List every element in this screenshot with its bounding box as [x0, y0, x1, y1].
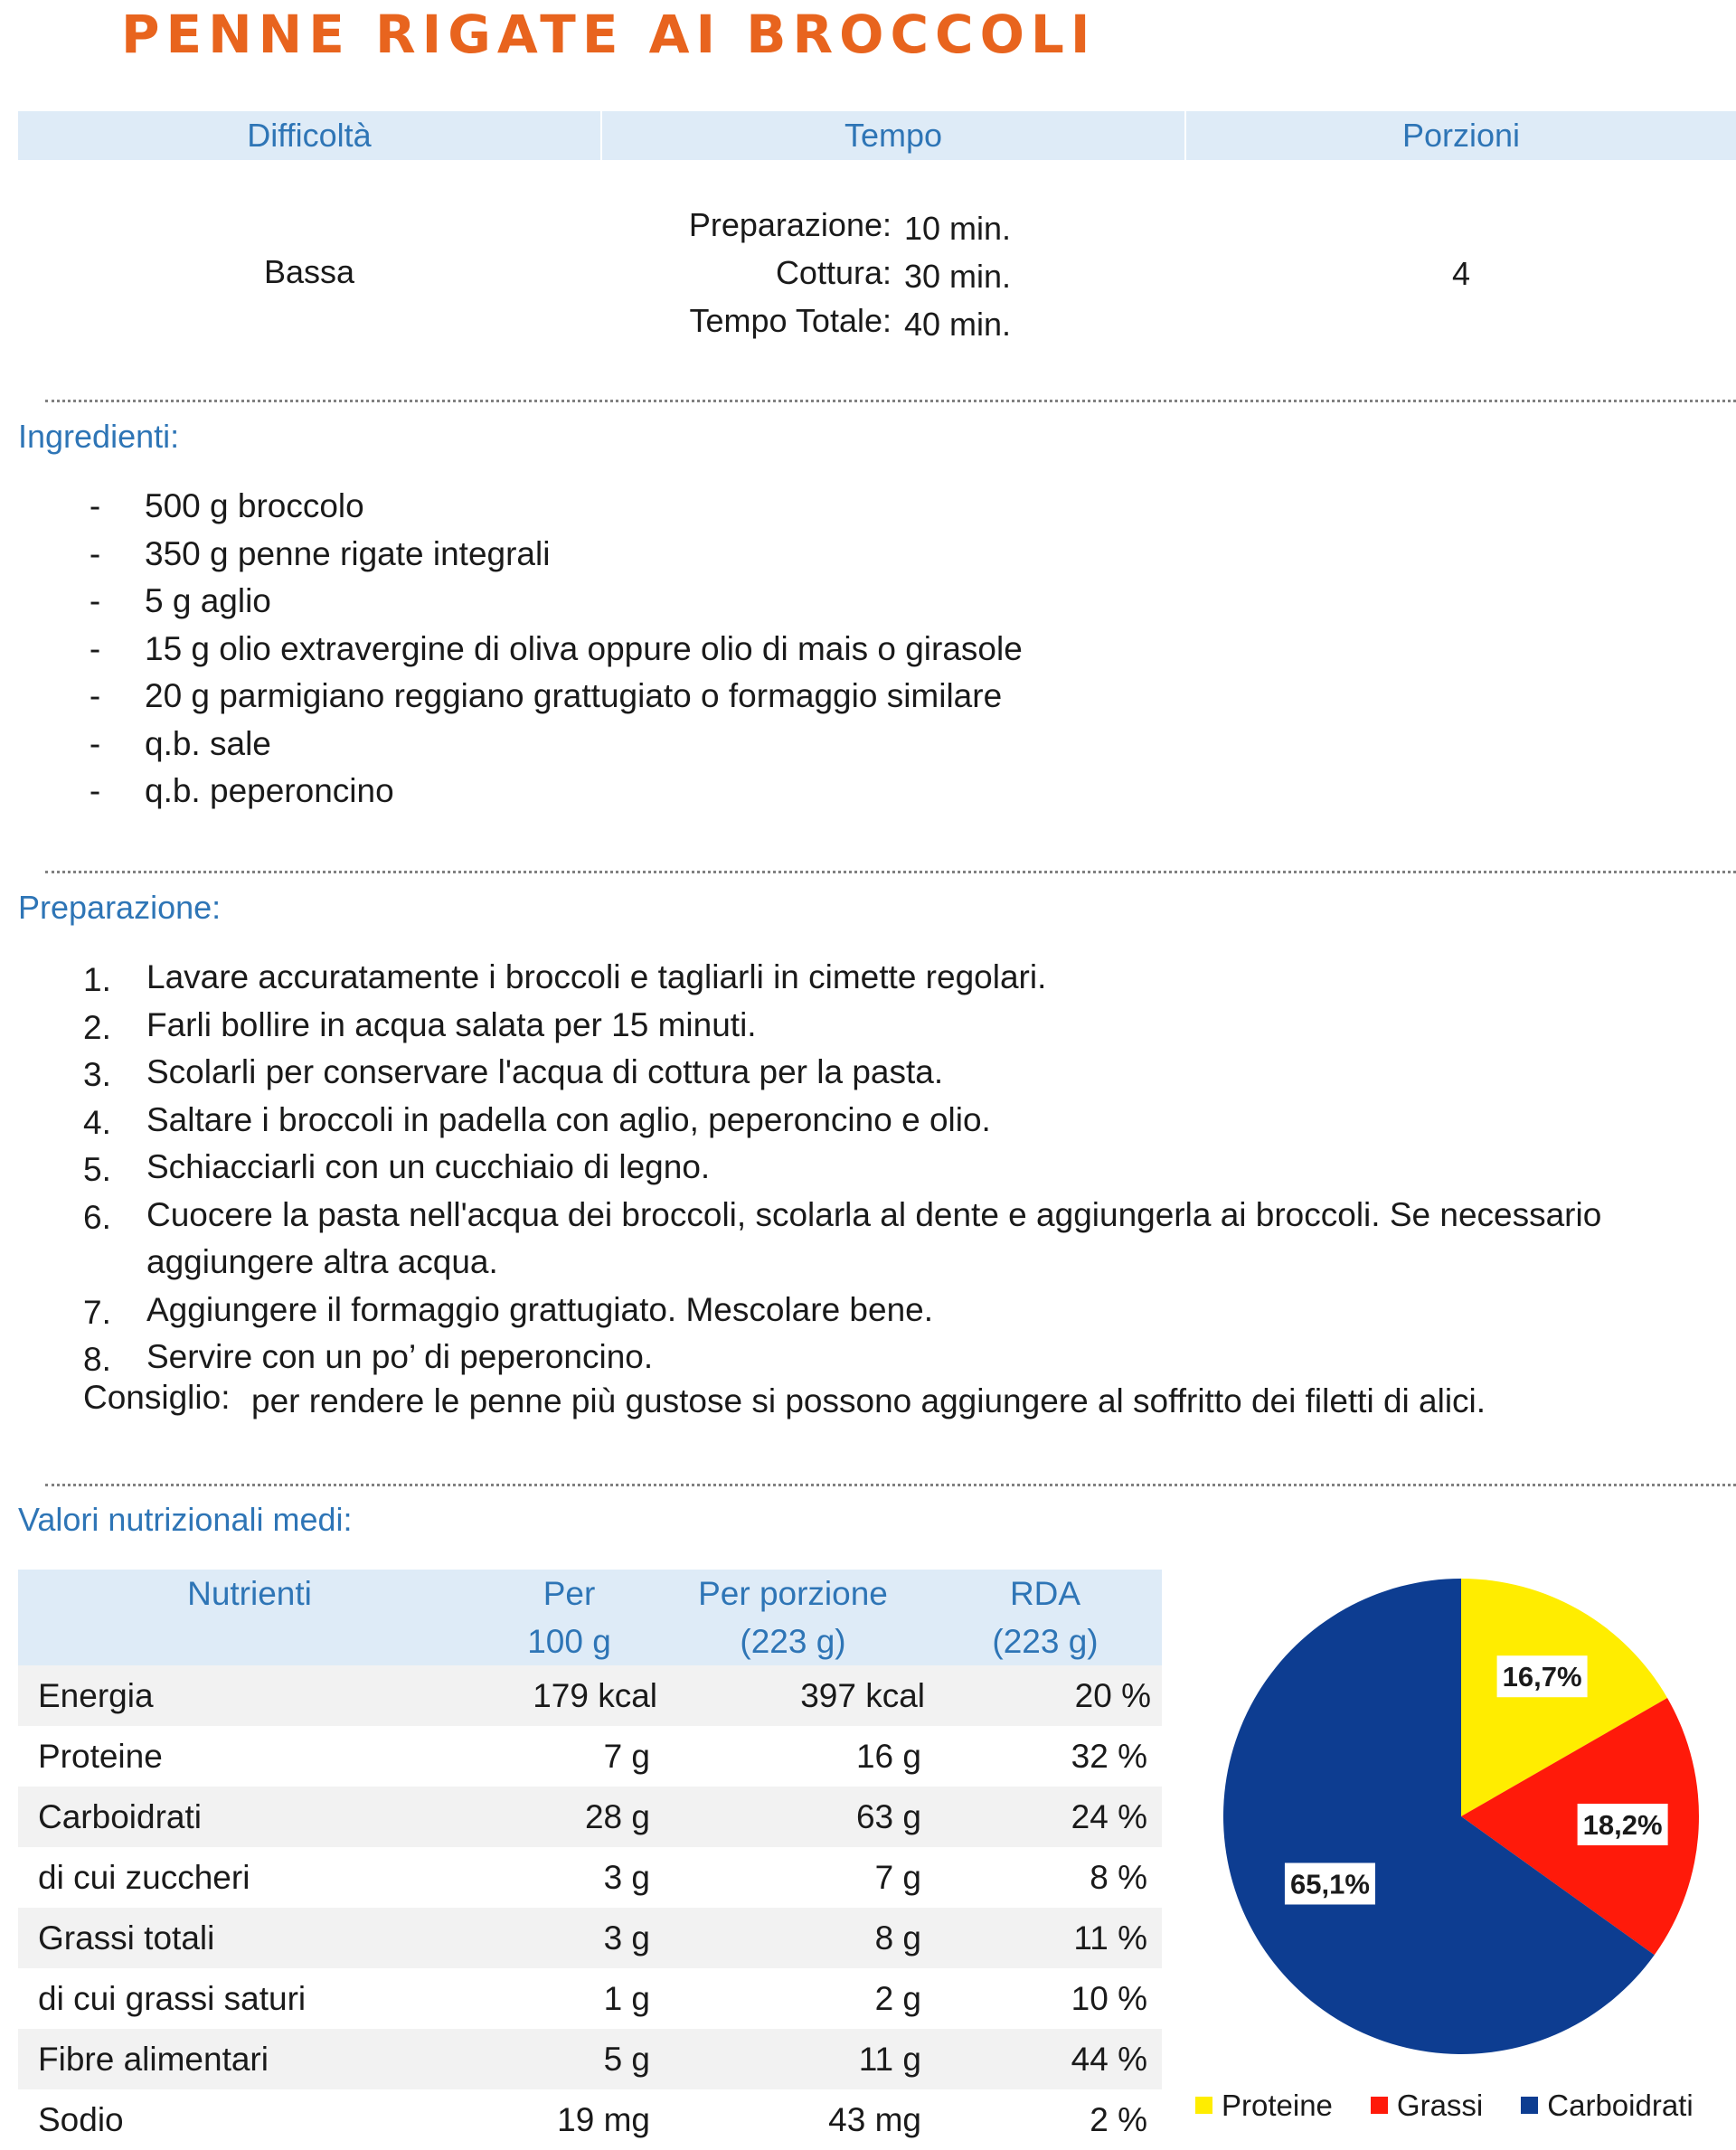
rda-value: 10 %	[1071, 1980, 1147, 2017]
step-item	[83, 1287, 1601, 1334]
per100-value: 5 g	[481, 2029, 657, 2089]
per100-value: 3 g	[481, 1908, 657, 1968]
ingredient-text: 500 g broccolo	[145, 487, 364, 524]
per100-value: 19 mg	[557, 2101, 650, 2138]
legend-swatch	[1521, 2097, 1538, 2114]
list-bullet: -	[89, 629, 101, 667]
data-label: 16,7%	[1502, 1661, 1582, 1693]
step-item	[83, 1049, 1601, 1097]
time-value: 30 min.	[904, 258, 1012, 295]
step-text: Lavare accuratamente i broccoli e tagliarli in cimette regolari.	[146, 958, 1047, 995]
portion-value: 63 g	[657, 1787, 929, 1847]
table-row	[18, 2029, 1162, 2089]
legend-label: Proteine	[1222, 2089, 1333, 2122]
ingredient-item	[89, 531, 1023, 579]
nutrition-table	[18, 1570, 1162, 2150]
step-item	[83, 1192, 1602, 1287]
step-number: 8.	[83, 1341, 111, 1378]
table-row	[18, 1726, 1162, 1787]
portion-value: 7 g	[874, 1859, 921, 1896]
per100-value: 1 g	[603, 1980, 650, 2017]
time-value: 40 min.	[904, 306, 1012, 343]
time-total	[561, 302, 1266, 350]
recipe-title: PENNE RIGATE AI BROCCOLI	[121, 4, 1097, 65]
time-cooking	[561, 254, 1266, 302]
step-number: 3.	[83, 1056, 111, 1093]
per100-value: 7 g	[603, 1738, 650, 1775]
portion-value: 11 g	[657, 2029, 929, 2089]
ingredient-item	[89, 626, 1023, 674]
legend-item	[1195, 2089, 1333, 2123]
rda-value: 11 %	[929, 1908, 1162, 1968]
time-preparation	[561, 206, 1266, 254]
ingredient-text: 20 g parmigiano reggiano grattugiato o formaggio similare	[145, 677, 1003, 714]
nutrient-name: di cui zuccheri	[38, 1859, 250, 1896]
ingredient-item	[89, 721, 1023, 769]
legend-item	[1371, 2089, 1483, 2123]
chart-legend	[1195, 2089, 1694, 2123]
ingredient-item	[89, 483, 1023, 531]
difficulty-value: Bassa	[263, 253, 355, 290]
rda-value: 24 %	[929, 1787, 1162, 1847]
step-text: Saltare i broccoli in padella con aglio, peperoncino e olio.	[146, 1100, 991, 1138]
portion-value: 397 kcal	[657, 1665, 929, 1726]
step-text: Servire con un po’ di peperoncino.	[146, 1338, 654, 1375]
rda-value: 44 %	[929, 2029, 1162, 2089]
nutrient-name: Carboidrati	[18, 1787, 481, 1847]
data-label: 65,1%	[1289, 1868, 1370, 1900]
nutrition-header-row	[18, 1570, 1162, 1665]
step-number: 2.	[83, 1008, 111, 1046]
step-number: 1.	[83, 961, 111, 998]
portion-value: 8 g	[657, 1908, 929, 1968]
legend-label: Carboidrati	[1547, 2089, 1694, 2122]
step-number: 4.	[83, 1103, 111, 1141]
list-bullet: -	[89, 772, 101, 809]
nutrient-name: Fibre alimentari	[18, 2029, 481, 2089]
nutrients-header: Nutrienti	[18, 1570, 481, 1665]
step-number: 5.	[83, 1151, 111, 1188]
list-bullet: -	[89, 677, 101, 714]
ingredient-text: q.b. sale	[145, 724, 271, 762]
ingredient-item	[89, 578, 1023, 626]
portion-value: 43 mg	[828, 2101, 921, 2138]
step-text: Cuocere la pasta nell'acqua dei broccoli, scolarla al dente e aggiungerla ai broccoli. Se necessario	[146, 1195, 1602, 1233]
table-row	[18, 1847, 1162, 1908]
rda-value: 20 %	[929, 1665, 1162, 1726]
info-values-row	[18, 199, 1736, 353]
step-text-continued: aggiungere altra acqua.	[146, 1243, 498, 1280]
difficulty-header: Difficoltà	[18, 111, 600, 160]
rda-value: 32 %	[1071, 1738, 1147, 1775]
portion-header: Per porzione (223 g)	[657, 1570, 929, 1665]
step-number: 7.	[83, 1293, 111, 1331]
nutrient-name: di cui grassi saturi	[38, 1980, 307, 2017]
nutrient-name: Sodio	[38, 2101, 124, 2138]
per100-value: 3 g	[603, 1859, 650, 1896]
time-label: Cottura:	[775, 254, 892, 291]
rda-value: 2 %	[1090, 2101, 1147, 2138]
servings-header: Porzioni	[1186, 111, 1736, 160]
section-divider	[45, 400, 1736, 402]
step-item	[83, 1334, 1601, 1381]
preparation-title: Preparazione:	[18, 889, 222, 926]
per100-value: 28 g	[481, 1787, 657, 1847]
step-text: Schiacciarli con un cucchiaio di legno.	[146, 1148, 711, 1185]
step-item	[83, 954, 1601, 1002]
step-text: Aggiungere il formaggio grattugiato. Mescolare bene.	[146, 1290, 934, 1328]
preparation-steps	[83, 954, 1602, 1381]
nutrition-title: Valori nutrizionali medi:	[18, 1501, 353, 1538]
portion-value: 16 g	[855, 1738, 921, 1775]
ingredient-item	[89, 768, 1023, 816]
step-item	[83, 1097, 1601, 1145]
step-text: Farli bollire in acqua salata per 15 minuti.	[146, 1005, 757, 1043]
legend-label: Grassi	[1396, 2089, 1484, 2122]
ingredient-text: 5 g aglio	[145, 582, 271, 619]
servings-value: 4	[1451, 255, 1471, 292]
section-divider	[45, 1484, 1736, 1486]
ingredients-title: Ingredienti:	[18, 418, 180, 455]
step-item	[83, 1002, 1601, 1050]
section-divider	[45, 871, 1736, 873]
time-label: Preparazione:	[688, 206, 892, 243]
data-label: 18,2%	[1582, 1808, 1663, 1841]
step-number: 6.	[83, 1198, 111, 1236]
step-text: Scolarli per conservare l'acqua di cottura per la pasta.	[146, 1053, 944, 1090]
ingredient-text: 350 g penne rigate integrali	[145, 534, 551, 572]
list-bullet: -	[89, 534, 101, 572]
list-bullet: -	[89, 582, 101, 619]
nutrient-name: Energia	[18, 1665, 481, 1726]
legend-swatch	[1195, 2097, 1212, 2114]
table-row	[18, 1787, 1162, 1847]
info-header-row	[18, 111, 1736, 160]
ingredient-item	[89, 673, 1023, 721]
legend-item	[1521, 2089, 1693, 2123]
table-row	[18, 1968, 1162, 2029]
time-header: Tempo	[602, 111, 1184, 160]
legend-swatch	[1371, 2097, 1388, 2114]
list-bullet: -	[89, 724, 101, 762]
portion-value: 2 g	[874, 1980, 921, 2017]
ingredients-list	[89, 483, 1023, 816]
nutrient-name: Grassi totali	[18, 1908, 481, 1968]
time-value: 10 min.	[904, 210, 1012, 247]
table-row	[18, 1908, 1162, 1968]
time-label: Tempo Totale:	[689, 302, 892, 339]
tip-label: Consiglio:	[83, 1379, 231, 1416]
per100-header: Per 100 g	[481, 1570, 657, 1665]
table-row	[18, 1665, 1162, 1726]
macronutrient-pie-chart	[1221, 1578, 1709, 2066]
list-bullet: -	[89, 487, 101, 524]
tip	[83, 1379, 1486, 1417]
per100-value: 179 kcal	[481, 1665, 657, 1726]
tip-text: per rendere le penne più gustose si possono aggiungere al soffritto dei filetti di alici.	[251, 1382, 1486, 1419]
ingredient-text: 15 g olio extravergine di oliva oppure olio di mais o girasole	[145, 629, 1023, 667]
rda-header: RDA (223 g)	[929, 1570, 1162, 1665]
rda-value: 8 %	[1090, 1859, 1147, 1896]
ingredient-text: q.b. peperoncino	[145, 772, 394, 809]
nutrient-name: Proteine	[38, 1738, 163, 1775]
step-item	[83, 1144, 1601, 1192]
